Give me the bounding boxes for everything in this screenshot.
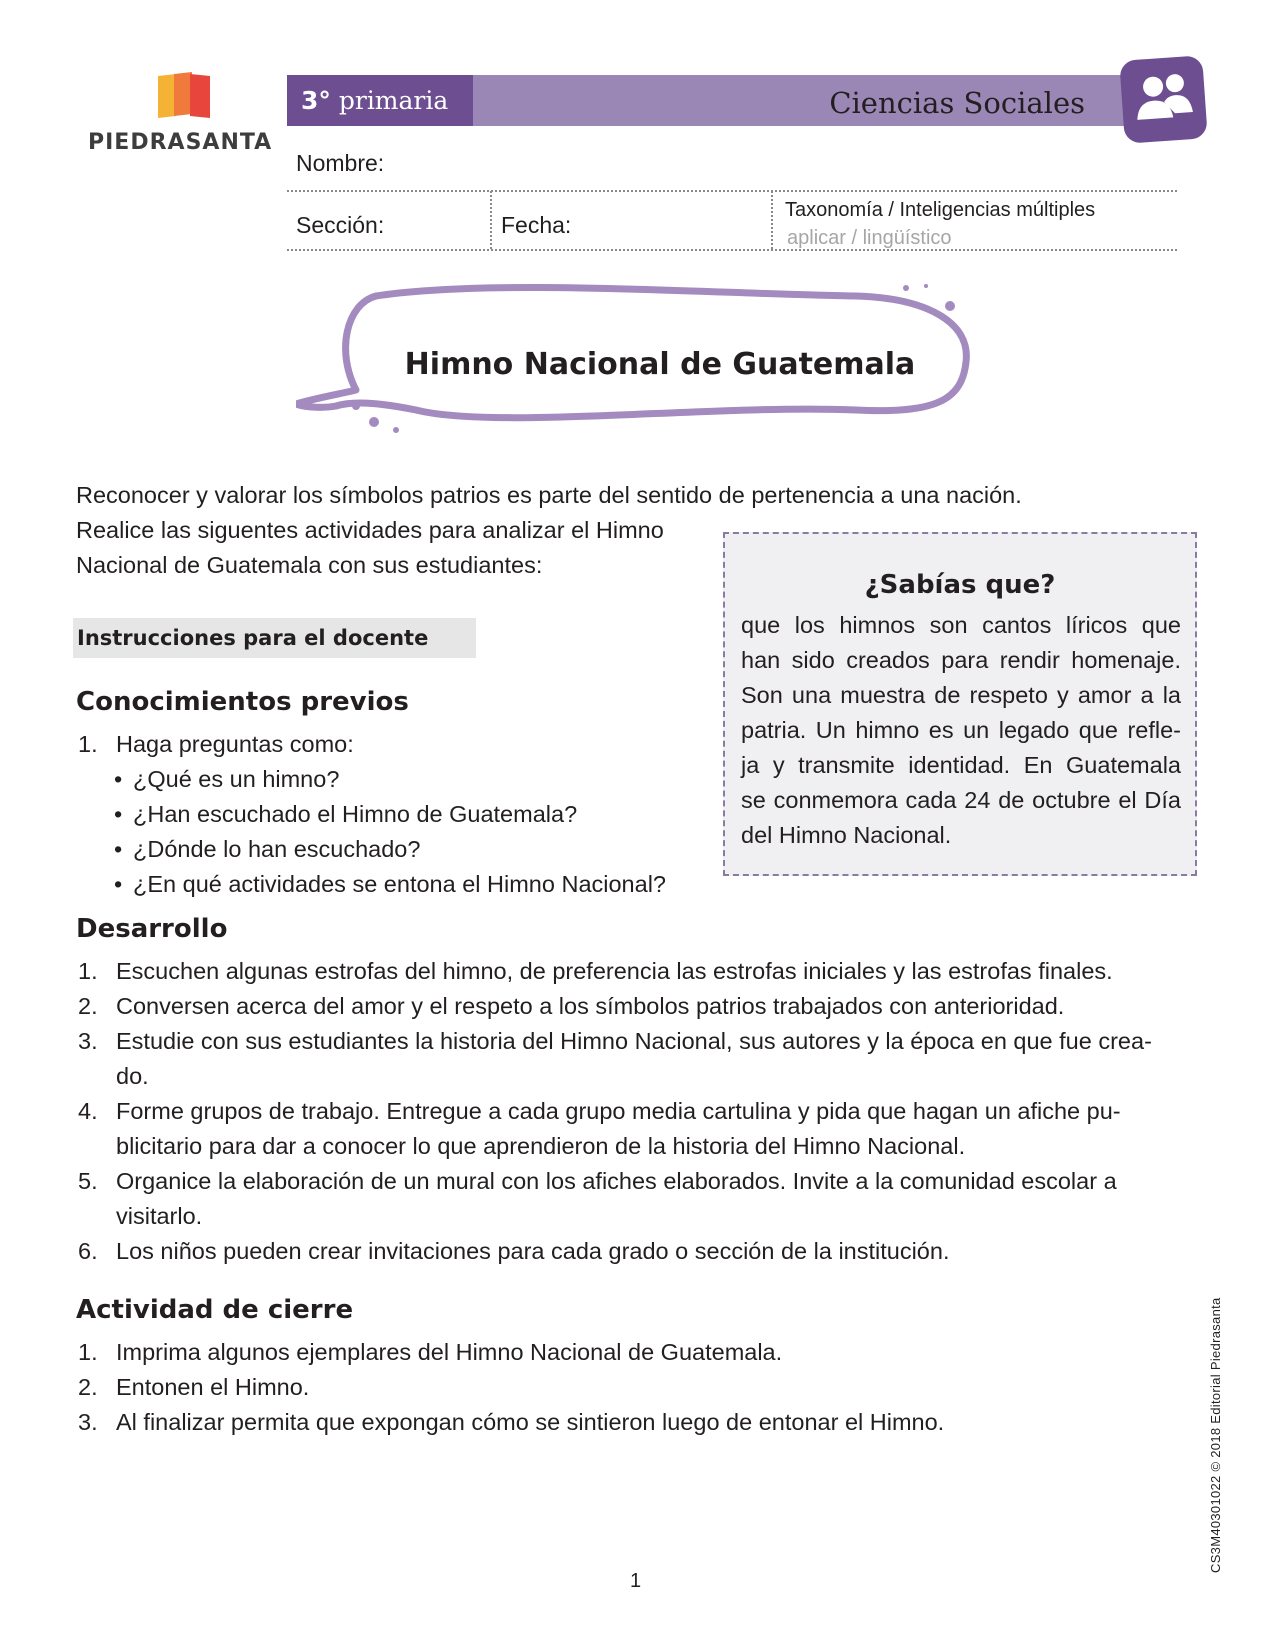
page-title: Himno Nacional de Guatemala <box>404 347 916 382</box>
divider <box>287 190 1177 192</box>
splash-dot <box>393 427 399 433</box>
did-you-know-line: del Himno Nacional. <box>741 822 952 848</box>
splash-dot <box>369 417 379 427</box>
did-you-know-title: ¿Sabías que? <box>864 570 1056 600</box>
did-you-know-line: Son una muestra de respeto y amor a la <box>741 682 1181 708</box>
intro-line: Reconocer y valorar los símbolos patrios es parte del sentido de pertenencia a una nación. <box>76 482 1022 508</box>
list-item <box>78 1164 1152 1234</box>
subject-title: Ciencias Sociales <box>829 86 1085 120</box>
bullet-text: ¿Dónde lo han escuchado? <box>133 836 421 862</box>
did-you-know-line: se conmemora cada 24 de octubre el Día <box>741 787 1181 813</box>
did-you-know-line: patria. Un himno es un legado que refle- <box>741 717 1181 743</box>
document-code: CS3M40301022 © 2018 Editorial Piedrasanta <box>1208 1297 1223 1573</box>
list-number: 6. <box>78 1238 98 1264</box>
list-number: 3. <box>78 1028 98 1054</box>
list-item-continuation: visitarlo. <box>116 1203 203 1229</box>
brand-logo <box>88 72 278 162</box>
list-item <box>78 954 1152 989</box>
splash-dot <box>903 285 909 291</box>
list-item-text: Estudie con sus estudiantes la historia del Himno Nacional, sus autores y la época en que fue crea- <box>116 1028 1152 1054</box>
list-number: 1. <box>78 1339 98 1365</box>
grade-word: primaria <box>338 86 449 115</box>
bullet-item <box>114 867 666 902</box>
bullet-dot: • <box>114 801 123 827</box>
list-item <box>78 1335 944 1370</box>
conocimientos-list <box>78 727 354 762</box>
list-item-text: Escuchen algunas estrofas del himno, de preferencia las estrofas iniciales y las estrofas finales. <box>116 958 1113 984</box>
section-heading-desarrollo: Desarrollo <box>76 914 228 944</box>
list-number: 1. <box>78 731 98 757</box>
did-you-know-box <box>723 532 1197 876</box>
bullet-text: ¿En qué actividades se entona el Himno Nacional? <box>133 871 666 897</box>
bullet-item <box>114 797 666 832</box>
bullet-text: ¿Han escuchado el Himno de Guatemala? <box>133 801 578 827</box>
brand-name: PIEDRASANTA <box>88 130 273 155</box>
list-number: 1. <box>78 958 98 984</box>
seccion-label: Sección: <box>296 212 385 238</box>
instructions-label: Instrucciones para el docente <box>73 618 476 658</box>
list-number: 4. <box>78 1098 98 1124</box>
bullet-item <box>114 762 666 797</box>
list-item-text: Al finalizar permita que expongan cómo se sintieron luego de entonar el Himno. <box>116 1409 945 1435</box>
list-item-text: Forme grupos de trabajo. Entregue a cada grupo media cartulina y pida que hagan un afiche pu- <box>116 1098 1121 1124</box>
bullet-item <box>114 832 666 867</box>
list-number: 5. <box>78 1168 98 1194</box>
taxonomy-value: aplicar / lingüístico <box>787 227 952 249</box>
list-item <box>78 1024 1152 1094</box>
list-item <box>78 727 354 762</box>
bullet-dot: • <box>114 766 123 792</box>
list-item-text: Entonen el Himno. <box>116 1374 310 1400</box>
list-item-text: Los niños pueden crear invitaciones para cada grado o sección de la institución. <box>116 1238 950 1264</box>
section-heading-cierre: Actividad de cierre <box>76 1295 354 1325</box>
splash-dot <box>945 301 955 311</box>
list-item <box>78 1405 944 1440</box>
list-item <box>78 989 1152 1024</box>
did-you-know-line: que los himnos son cantos líricos que <box>741 612 1181 638</box>
bullet-dot: • <box>114 871 123 897</box>
list-number: 2. <box>78 1374 98 1400</box>
splash-dot <box>924 284 928 288</box>
intro-line: Realice las siguentes actividades para analizar el Himno <box>76 517 664 543</box>
desarrollo-list <box>78 954 1152 1269</box>
list-item <box>78 1094 1152 1164</box>
list-number: 3. <box>78 1409 98 1435</box>
splash-dot <box>352 402 360 410</box>
did-you-know-line: ja y transmite identidad. En Guatemala <box>741 752 1181 778</box>
cierre-list <box>78 1335 944 1440</box>
taxonomy-title: Taxonomía / Inteligencias múltiples <box>785 199 1096 221</box>
list-item-continuation: blicitario para dar a conocer lo que aprendieron de la historia del Himno Nacional. <box>116 1133 966 1159</box>
list-item <box>78 1234 1152 1269</box>
grade-label <box>287 75 473 126</box>
list-item-text: Haga preguntas como: <box>116 731 354 757</box>
list-item-text: Conversen acerca del amor y el respeto a los símbolos patrios trabajados con anterioridad. <box>116 993 1065 1019</box>
list-item <box>78 1370 944 1405</box>
divider <box>287 249 1177 251</box>
page-number: 1 <box>630 1570 642 1592</box>
people-group-icon <box>1119 55 1208 144</box>
list-number: 2. <box>78 993 98 1019</box>
bullet-text: ¿Qué es un himno? <box>133 766 340 792</box>
question-bullets <box>114 762 666 902</box>
list-item-continuation: do. <box>116 1063 149 1089</box>
bullet-dot: • <box>114 836 123 862</box>
divider <box>771 191 773 249</box>
divider <box>490 191 492 249</box>
nombre-label: Nombre: <box>296 150 385 176</box>
grade-number: 3° <box>301 86 331 115</box>
intro-line: Nacional de Guatemala con sus estudiantes: <box>76 552 543 578</box>
book-logo-icon <box>156 72 214 120</box>
did-you-know-line: han sido creados para rendir homenaje. <box>741 647 1181 673</box>
section-heading-conocimientos: Conocimientos previos <box>76 687 409 717</box>
list-item-text: Organice la elaboración de un mural con los afiches elaborados. Invite a la comunidad escolar a <box>116 1168 1117 1194</box>
fecha-label: Fecha: <box>501 212 572 238</box>
list-item-text: Imprima algunos ejemplares del Himno Nacional de Guatemala. <box>116 1339 783 1365</box>
